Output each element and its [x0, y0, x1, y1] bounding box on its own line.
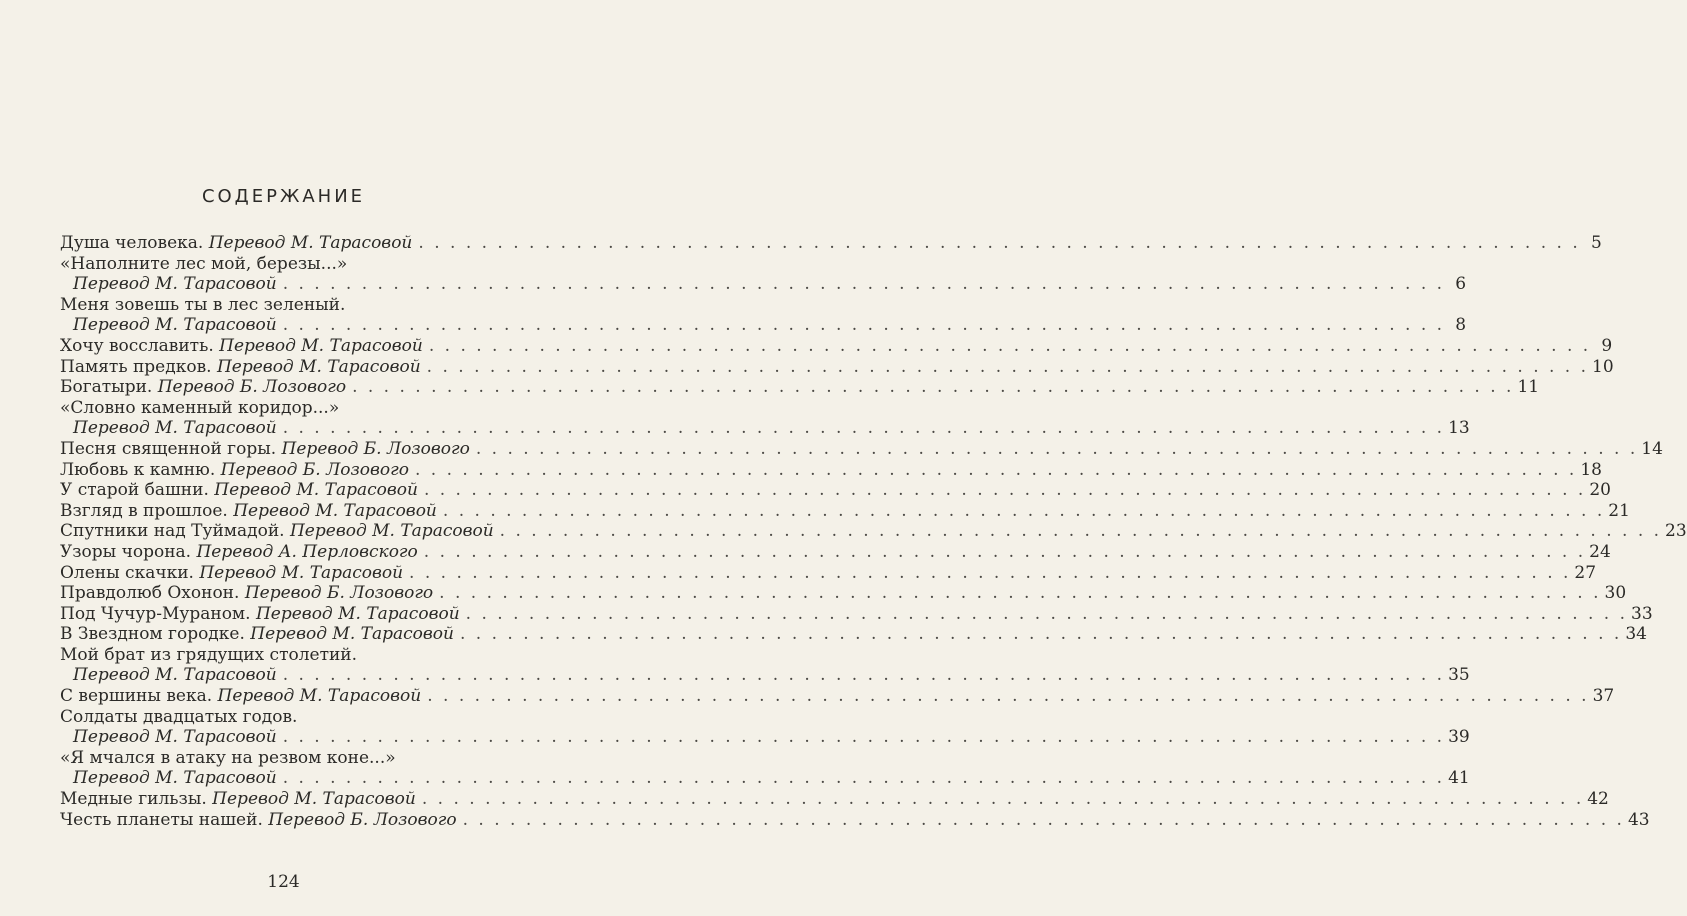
entry-title: У старой башни.	[60, 480, 209, 501]
toc-entry[interactable]	[60, 562, 1597, 584]
toc-entry-title-line[interactable]	[60, 398, 515, 419]
dot-leader	[409, 460, 1580, 481]
toc-entry[interactable]	[60, 274, 1467, 295]
entry-translator: Перевод Б. Лозового	[157, 377, 347, 398]
entry-title: Правдолюб Охонон.	[60, 583, 240, 604]
toc-entry[interactable]	[60, 624, 1647, 645]
toc-entry-title-line[interactable]	[60, 748, 515, 769]
entry-title: Медные гильзы.	[60, 789, 207, 810]
dot-leader	[277, 274, 1448, 295]
toc-entry-title-line[interactable]	[60, 254, 515, 275]
toc-entry[interactable]	[60, 541, 1611, 563]
dot-leader	[277, 418, 1448, 439]
entry-title: Хочу восславить.	[60, 335, 214, 356]
dot-leader	[416, 789, 1587, 810]
toc-entry[interactable]	[60, 521, 1687, 542]
toc-entry[interactable]	[60, 583, 1627, 604]
entry-page: 24	[1589, 541, 1611, 562]
entry-page: 34	[1625, 624, 1647, 645]
toc-entry[interactable]	[60, 500, 1630, 522]
entry-title: Мой брат из грядущих столетий.	[60, 644, 358, 665]
entry-translator: Перевод М. Тарасовой	[208, 233, 413, 253]
page-title: СОДЕРЖАНИЕ	[201, 186, 366, 207]
entry-page: 43	[1627, 809, 1650, 830]
dot-leader	[277, 727, 1448, 748]
dot-leader	[421, 686, 1592, 707]
toc-entry[interactable]	[60, 459, 1602, 481]
dot-leader	[421, 357, 1592, 378]
entry-title: Песня священной горы.	[60, 438, 277, 459]
entry-title: Меня зовешь ты в лес зеленый.	[60, 294, 346, 315]
entry-translator: Перевод А. Перловского	[196, 541, 418, 562]
entry-title: Честь планеты нашей.	[60, 809, 263, 830]
page-number: 124	[267, 872, 300, 892]
dot-leader	[437, 501, 1608, 522]
entry-title: Олены скачки.	[60, 562, 194, 583]
entry-translator: Перевод Б. Лозового	[244, 583, 434, 604]
entry-title: «Я мчался в атаку на резвом коне...»	[60, 747, 396, 768]
dot-leader	[403, 563, 1574, 584]
dot-leader	[433, 583, 1604, 604]
entry-title: Память предков.	[60, 356, 212, 377]
entry-translator: Перевод М. Тарасовой	[233, 500, 437, 521]
entry-title: В Звездном городке.	[60, 624, 245, 645]
entry-page: 11	[1517, 377, 1540, 398]
entry-title: Узоры чорона.	[60, 541, 192, 562]
entry-translator: Перевод М. Тарасовой	[217, 686, 422, 707]
entry-translator: Перевод М. Тарасовой	[73, 665, 277, 686]
entry-page: 18	[1580, 459, 1602, 480]
entry-page: 30	[1604, 583, 1627, 604]
toc-entry-title-line[interactable]	[60, 645, 515, 666]
toc-entry[interactable]	[60, 480, 1611, 501]
dot-leader	[423, 336, 1594, 357]
entry-title: Душа человека.	[60, 233, 204, 253]
dot-leader	[418, 480, 1589, 501]
toc-entry[interactable]	[60, 233, 1602, 254]
entry-translator: Перевод М. Тарасовой	[73, 768, 277, 789]
entry-translator: Перевод М. Тарасовой	[73, 315, 277, 336]
dot-leader	[412, 233, 1583, 254]
toc-entry[interactable]	[60, 377, 1540, 398]
entry-title: «Словно каменный коридор...»	[60, 397, 340, 418]
entry-translator: Перевод Б. Лозового	[268, 809, 457, 830]
toc-entry[interactable]	[60, 686, 1615, 707]
entry-page: 37	[1592, 686, 1615, 707]
entry-page: 35	[1448, 665, 1470, 686]
dot-leader	[470, 439, 1641, 460]
entry-page: 33	[1631, 603, 1653, 624]
entry-page: 27	[1574, 562, 1597, 583]
toc-entry[interactable]	[60, 665, 1470, 686]
entry-page: 23	[1665, 521, 1687, 542]
entry-translator: Перевод М. Тарасовой	[73, 418, 277, 439]
toc-entry[interactable]	[60, 789, 1609, 810]
entry-translator: Перевод М. Тарасовой	[199, 562, 404, 583]
toc-entry[interactable]	[60, 315, 1467, 336]
entry-translator: Перевод М. Тарасовой	[219, 335, 423, 356]
toc-entry[interactable]	[60, 335, 1613, 357]
entry-page: 13	[1448, 418, 1470, 439]
dot-leader	[277, 768, 1448, 789]
dot-leader	[418, 542, 1589, 563]
entry-title: Спутники над Туймадой.	[60, 521, 285, 542]
table-of-contents	[60, 233, 1687, 830]
toc-entry[interactable]	[60, 603, 1653, 625]
toc-entry[interactable]	[60, 438, 1663, 460]
entry-page: 39	[1448, 727, 1470, 748]
entry-translator: Перевод М. Тарасовой	[216, 356, 421, 377]
entry-translator: Перевод М. Тарасовой	[73, 727, 277, 748]
entry-page: 20	[1589, 480, 1611, 501]
toc-entry-title-line[interactable]	[60, 707, 515, 728]
dot-leader	[494, 521, 1665, 542]
entry-translator: Перевод М. Тарасовой	[289, 521, 494, 542]
entry-page: 8	[1455, 315, 1467, 336]
entry-translator: Перевод М. Тарасовой	[255, 603, 460, 624]
toc-entry[interactable]	[60, 727, 1470, 748]
entry-page: 6	[1455, 274, 1467, 295]
entry-title: Любовь к камню.	[60, 459, 216, 480]
toc-entry-title-line[interactable]	[60, 295, 515, 316]
dot-leader	[457, 810, 1628, 831]
dot-leader	[346, 377, 1517, 398]
entry-translator: Перевод М. Тарасовой	[214, 480, 418, 501]
entry-translator: Перевод М. Тарасовой	[212, 789, 416, 810]
entry-title: Солдаты двадцатых годов.	[60, 706, 298, 727]
entry-page: 14	[1641, 438, 1663, 459]
entry-page: 21	[1608, 500, 1630, 521]
entry-title: С вершины века.	[60, 686, 213, 707]
entry-translator: Перевод М. Тарасовой	[250, 624, 454, 645]
entry-page: 9	[1601, 335, 1613, 356]
entry-title: Богатыри.	[60, 377, 153, 398]
entry-page: 42	[1587, 789, 1609, 810]
entry-translator: Перевод Б. Лозового	[281, 438, 470, 459]
entry-page: 10	[1592, 356, 1614, 377]
dot-leader	[460, 604, 1631, 625]
entry-translator: Перевод М. Тарасовой	[73, 274, 277, 295]
dot-leader	[454, 624, 1625, 645]
dot-leader	[277, 315, 1448, 336]
toc-entry[interactable]	[60, 418, 1470, 439]
entry-page: 5	[1590, 233, 1602, 253]
entry-title: Взгляд в прошлое.	[60, 500, 228, 521]
entry-title: «Наполните лес мой, березы...»	[60, 253, 348, 274]
entry-page: 41	[1448, 768, 1470, 789]
entry-translator: Перевод Б. Лозового	[220, 459, 409, 480]
entry-title: Под Чучур-Мураном.	[60, 603, 251, 624]
toc-entry[interactable]	[60, 809, 1650, 831]
toc-entry[interactable]	[60, 768, 1470, 789]
toc-entry[interactable]	[60, 356, 1614, 378]
dot-leader	[277, 665, 1448, 686]
